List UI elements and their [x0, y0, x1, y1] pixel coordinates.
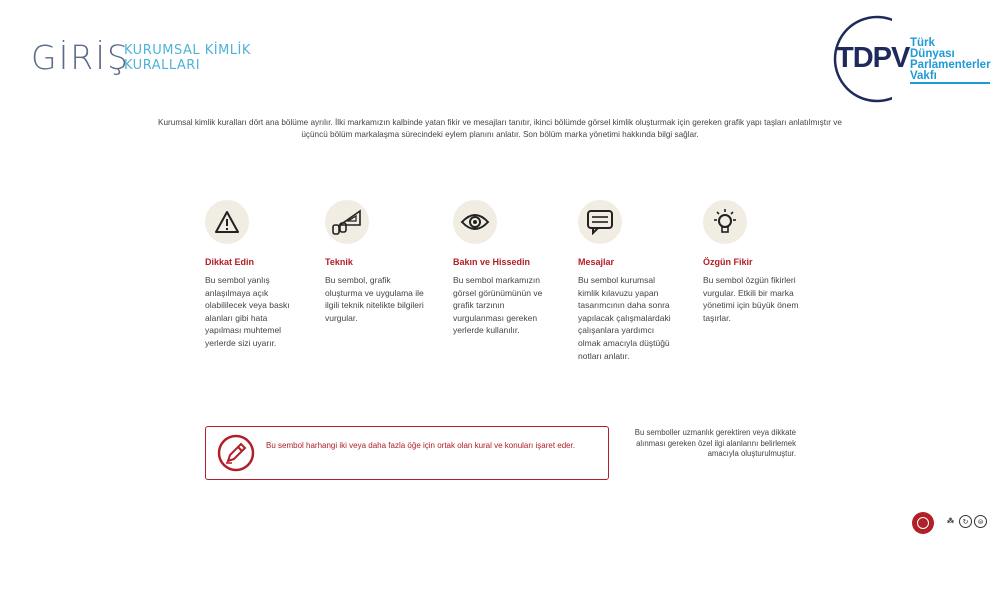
symbol-messages — [578, 200, 678, 362]
subtitle-line-2: KURALLARI — [124, 58, 201, 73]
logo-text — [910, 38, 991, 82]
symbol-original-idea — [703, 200, 803, 324]
common-rule-note — [205, 426, 609, 480]
vertical-copyright-strip — [980, 160, 990, 400]
logo-line-4: Vakfı — [910, 70, 937, 82]
lightbulb-icon — [703, 200, 747, 244]
symbol-description: Bu sembol özgün fikirleri vurgular. Etkili bir marka yönetimi için büyük önem taşırlar. — [703, 275, 799, 323]
logo-line-3: Parlamenterler — [910, 59, 991, 71]
symbol-description: Bu sembol markamızın görsel görünümünün ve grafik tarzının vurgulanması gereken yerlerde kullanılır. — [453, 275, 543, 336]
symbol-title: Mesajlar — [578, 257, 615, 267]
license-icon-1: ⁂ — [947, 518, 954, 525]
logo-underline — [910, 82, 990, 84]
logo-mark: TDPV — [836, 42, 910, 74]
page-title: GİRİŞ — [31, 38, 130, 77]
symbol-title: Özgün Fikir — [703, 257, 753, 267]
warning-icon — [205, 200, 249, 244]
note-text: Bu sembol harhangi iki veya daha fazla öğe için ortak olan kural ve konuları işaret eder. — [266, 441, 576, 450]
license-icon-2: ↻ — [959, 515, 972, 528]
license-icons — [944, 515, 987, 528]
technical-tools-icon — [325, 200, 369, 244]
symbol-title: Bakın ve Hissedin — [453, 257, 531, 267]
pencil-icon — [216, 433, 256, 473]
symbol-look-feel — [453, 200, 553, 337]
symbol-description: Bu sembol kurumsal kimlik kılavuzu yapan tasarımcının daha sonra yapılacak çalışmalardaki çalışanlara yardımcı olmak amacıyla düştüğü notları anlatır. — [578, 275, 671, 361]
symbol-warning — [205, 200, 305, 350]
symbol-title: Teknik — [325, 257, 353, 267]
intro-paragraph: Kurumsal kimlik kuralları dört ana bölüme ayrılır. İlki markamızın kalbinde yatan fikir ve mesajları tanıtır, ikinci bölümde görsel kimlik oluşturmak için gereken grafik yapı taşları anlatılmıştır ve üçüncü bölüm markalaşma sürecindeki eylem planını anlatır. Son bölüm marka yönetimi hakkında bilgi sağlar. — [158, 118, 842, 139]
eye-icon — [453, 200, 497, 244]
logo-line-2: Dünyası — [910, 48, 955, 60]
symbol-description: Bu sembol, grafik oluşturma ve uygulama ile ilgili teknik nitelikte bilgileri vurgular. — [325, 275, 424, 323]
page-badge-icon — [917, 517, 929, 529]
logo-line-1: Türk — [910, 37, 935, 49]
symbol-technical — [325, 200, 425, 324]
page-badge — [912, 512, 934, 534]
tdpv-logo — [832, 14, 992, 104]
symbol-title: Dikkat Edin — [205, 257, 255, 267]
side-note: Bu semboller uzmanlık gerektiren veya dikkate alınması gereken özel ilgi alanlarını belirlemek amacıyla oluşturulmuştur. — [634, 428, 796, 458]
subtitle-line-1: KURUMSAL KİMLİK — [124, 43, 251, 58]
message-icon — [578, 200, 622, 244]
page-subtitle — [124, 43, 251, 73]
license-icon-3: ⊜ — [974, 515, 987, 528]
symbol-description: Bu sembol yanlış anlaşılmaya açık olabililecek veya baskı alanları gibi hata yapılması muhtemel yerlerde sizi uyarır. — [205, 275, 290, 348]
